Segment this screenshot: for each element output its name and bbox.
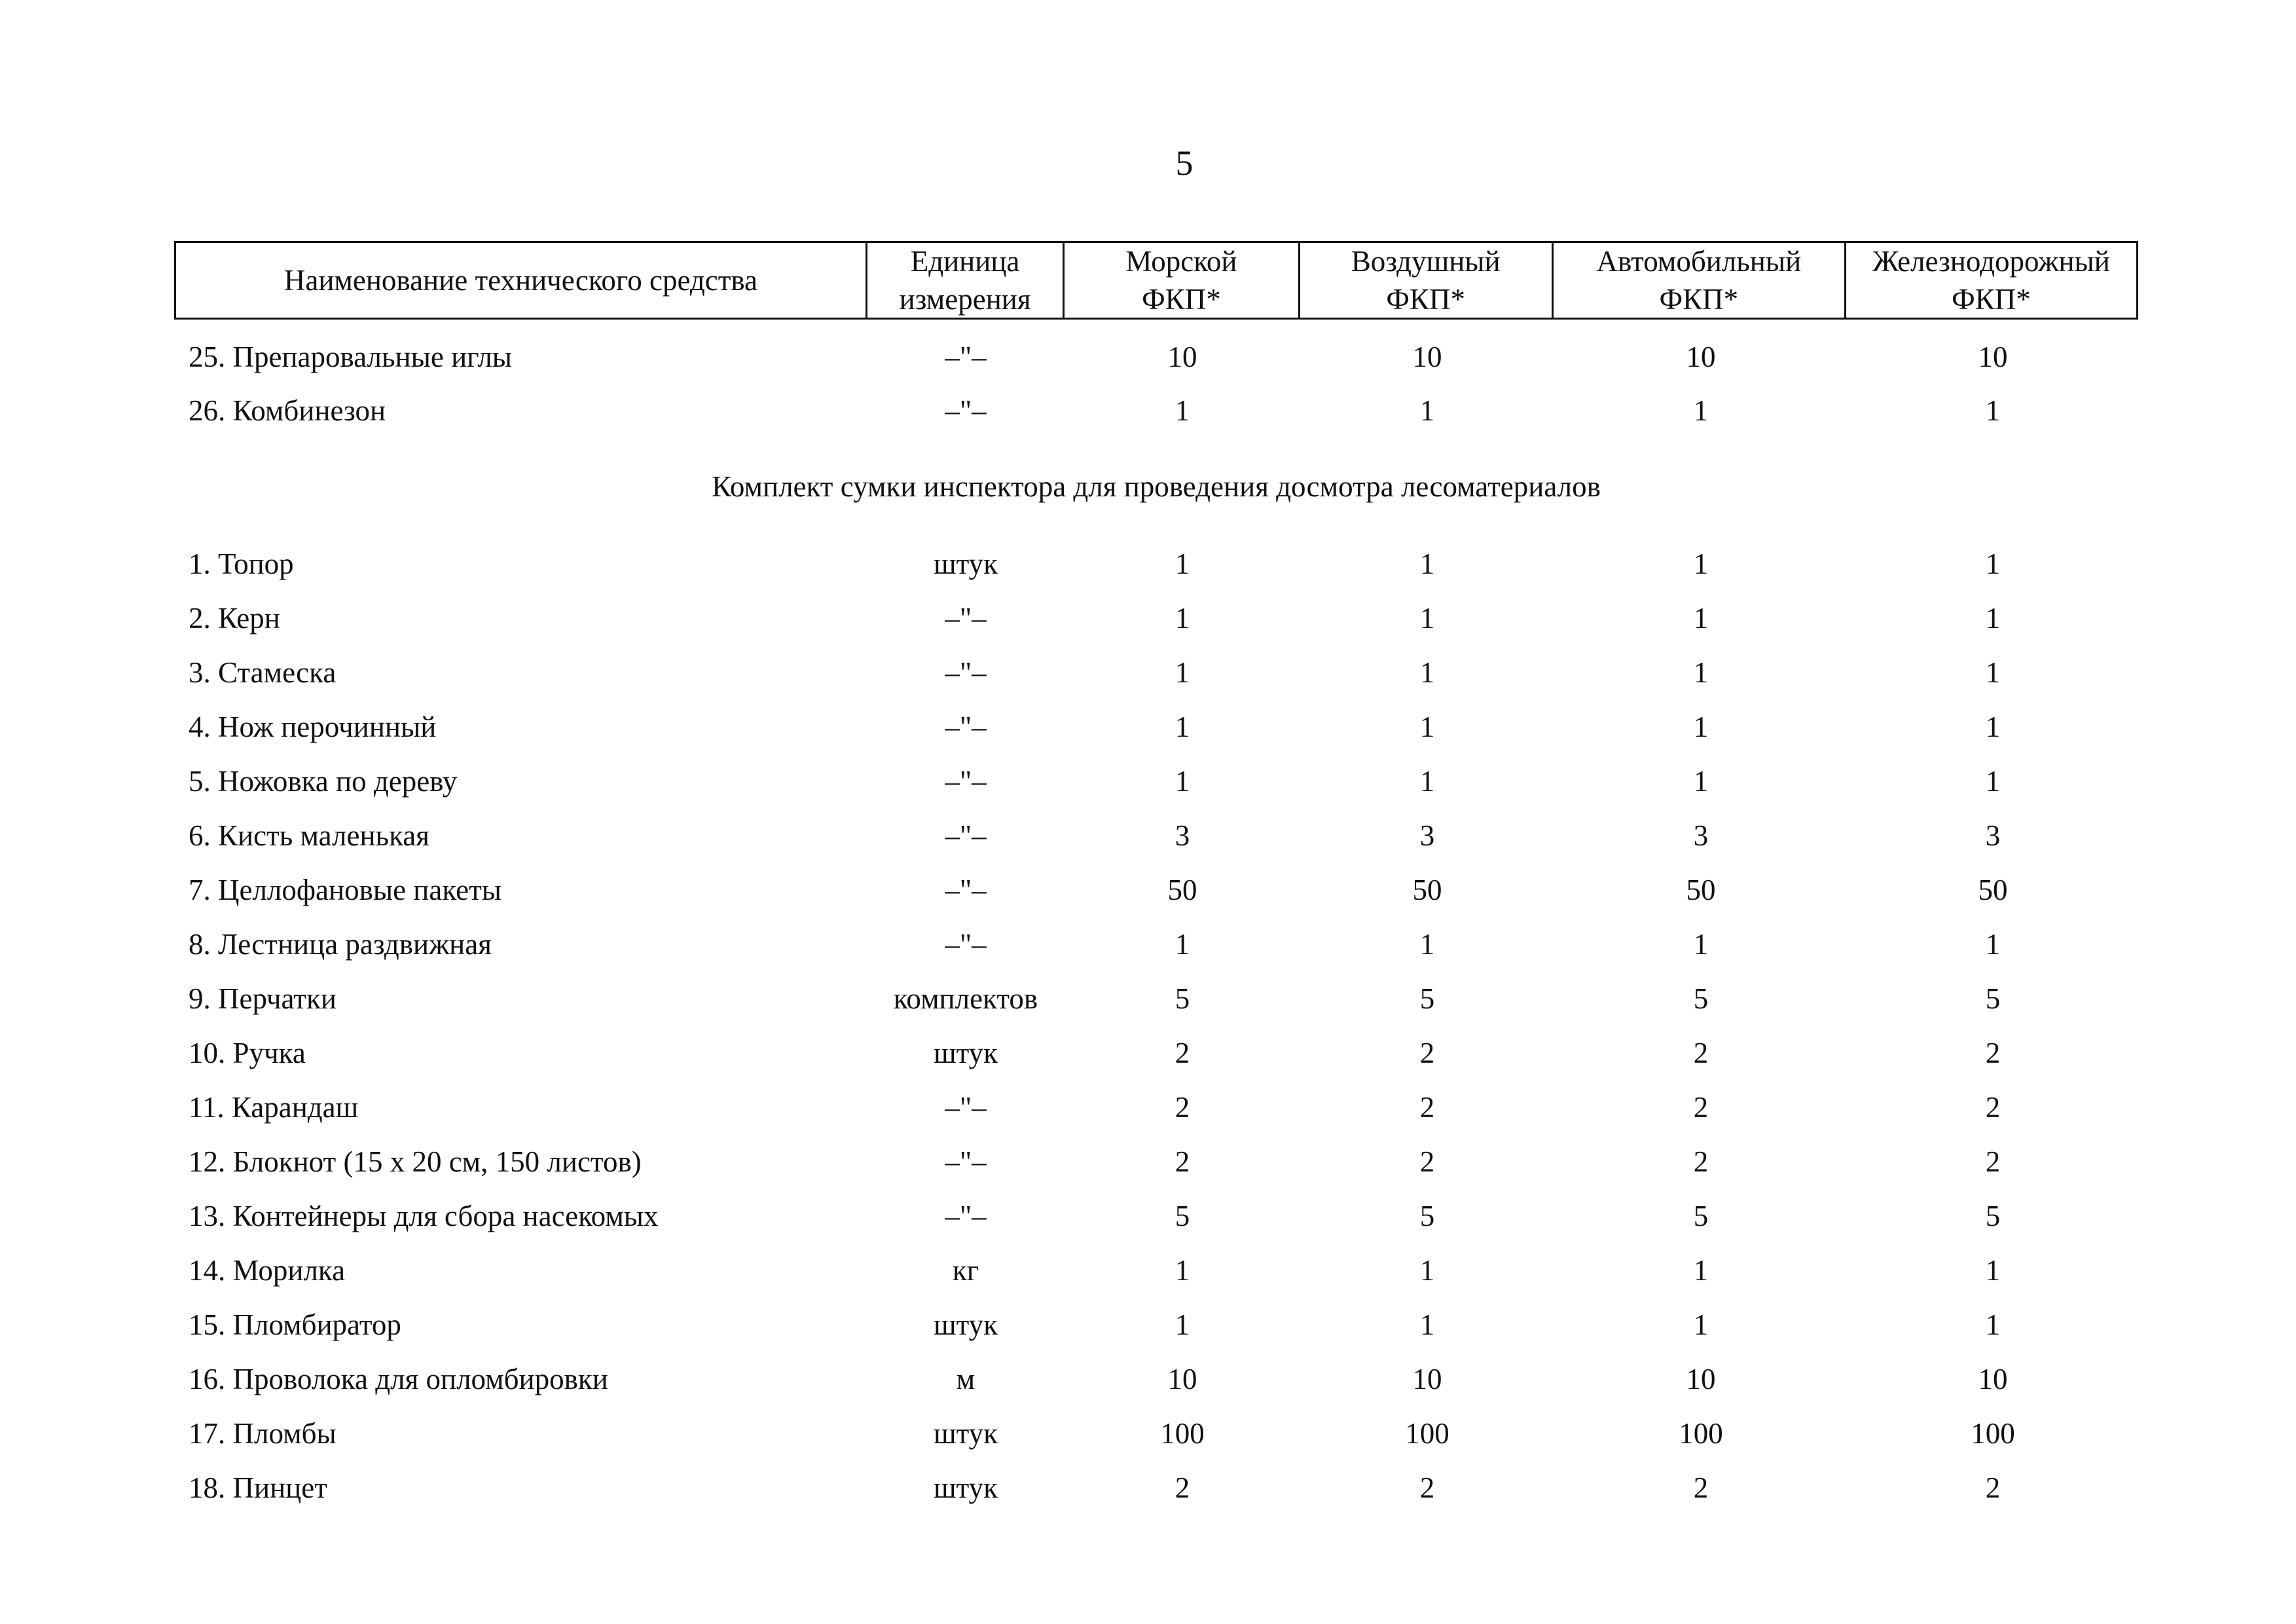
- table-row: [174, 758, 2138, 804]
- row-air-value: 100: [1405, 1417, 1449, 1450]
- row-name: 8. Лестница раздвижная: [189, 928, 492, 961]
- row-rail-value: 2: [1985, 1145, 2001, 1178]
- row-air-value: 1: [1419, 602, 1435, 635]
- row-sea-value: 1: [1175, 394, 1190, 427]
- header-sea-line-1: Морской: [1125, 245, 1237, 278]
- row-sea-value: 2: [1175, 1037, 1190, 1069]
- row-rail-value: 3: [1985, 819, 2001, 852]
- row-name: 3. Стамеска: [189, 656, 337, 689]
- row-rail-value: 1: [1985, 710, 2001, 743]
- row-name: 9. Перчатки: [189, 982, 337, 1015]
- row-unit: –"–: [945, 341, 987, 373]
- row-sea-value: 100: [1160, 1417, 1205, 1450]
- row-name: 1. Топор: [189, 547, 294, 580]
- row-auto-value: 1: [1693, 1308, 1709, 1341]
- row-name: 11. Карандаш: [189, 1091, 359, 1124]
- row-unit: –"–: [945, 1091, 987, 1124]
- header-air-label: [1351, 242, 1501, 318]
- row-air-value: 2: [1419, 1145, 1435, 1178]
- row-sea-value: 10: [1167, 1363, 1197, 1395]
- row-unit: –"–: [945, 394, 987, 427]
- row-rail-value: 5: [1985, 982, 2001, 1015]
- row-unit: штук: [933, 1471, 998, 1504]
- row-name: 7. Целлофановые пакеты: [189, 874, 501, 906]
- row-sea-value: 5: [1175, 1200, 1190, 1232]
- row-name: 12. Блокнот (15 х 20 см, 150 листов): [189, 1145, 642, 1178]
- row-rail-value: 1: [1985, 394, 2001, 427]
- table-row: [174, 813, 2138, 858]
- row-unit: –"–: [945, 1145, 987, 1178]
- table-row: [174, 1247, 2138, 1293]
- table-row: [174, 1411, 2138, 1456]
- row-air-value: 1: [1419, 656, 1435, 689]
- row-name: 14. Морилка: [189, 1254, 346, 1287]
- table-row: [174, 334, 2138, 380]
- row-auto-value: 1: [1693, 765, 1709, 798]
- row-air-value: 1: [1419, 1254, 1435, 1287]
- row-unit: –"–: [945, 819, 987, 852]
- row-auto-value: 2: [1693, 1471, 1709, 1504]
- table-row: [174, 1302, 2138, 1348]
- row-unit: штук: [933, 1308, 998, 1341]
- table-row: [174, 650, 2138, 695]
- table-row: [174, 867, 2138, 913]
- row-air-value: 50: [1412, 874, 1442, 906]
- header-sea-line-2: ФКП*: [1142, 283, 1221, 316]
- row-name: 26. Комбинезон: [189, 394, 386, 427]
- row-auto-value: 2: [1693, 1091, 1709, 1124]
- header-unit-line-1: Единица: [910, 245, 1020, 278]
- header-rail-cell: [1846, 243, 2136, 318]
- row-name: 16. Проволока для опломбировки: [189, 1363, 608, 1395]
- table-row: [174, 1139, 2138, 1185]
- table-row: [174, 1465, 2138, 1511]
- row-rail-value: 1: [1985, 765, 2001, 798]
- row-rail-value: 1: [1985, 602, 2001, 635]
- header-sea-cell: [1065, 243, 1300, 318]
- row-name: 10. Ручка: [189, 1037, 306, 1069]
- row-air-value: 1: [1419, 928, 1435, 961]
- table-row: [174, 704, 2138, 750]
- row-sea-value: 1: [1175, 928, 1190, 961]
- row-unit: кг: [952, 1254, 979, 1287]
- row-unit: м: [956, 1363, 975, 1395]
- header-rail-line-1: Железнодорожный: [1872, 245, 2110, 278]
- row-air-value: 2: [1419, 1471, 1435, 1504]
- row-air-value: 1: [1419, 710, 1435, 743]
- row-name: 2. Керн: [189, 602, 280, 635]
- row-unit: –"–: [945, 928, 987, 961]
- row-name: 5. Ножовка по дереву: [189, 765, 458, 798]
- row-name: 18. Пинцет: [189, 1471, 327, 1504]
- page-number: 5: [1175, 143, 1194, 183]
- table-row: [174, 1084, 2138, 1130]
- row-rail-value: 100: [1971, 1417, 2015, 1450]
- row-rail-value: 1: [1985, 1254, 2001, 1287]
- row-sea-value: 50: [1167, 874, 1197, 906]
- row-rail-value: 2: [1985, 1091, 2001, 1124]
- row-auto-value: 50: [1686, 874, 1716, 906]
- row-air-value: 5: [1419, 1200, 1435, 1232]
- header-auto-line-2: ФКП*: [1659, 283, 1739, 316]
- header-air-line-2: ФКП*: [1386, 283, 1465, 316]
- row-auto-value: 1: [1693, 394, 1709, 427]
- row-rail-value: 2: [1985, 1037, 2001, 1069]
- row-name: 15. Пломбиратор: [189, 1308, 401, 1341]
- row-unit: –"–: [945, 1200, 987, 1232]
- header-rail-line-2: ФКП*: [1952, 283, 2031, 316]
- row-sea-value: 1: [1175, 710, 1190, 743]
- table-row: [174, 1193, 2138, 1239]
- row-name: 25. Препаровальные иглы: [189, 341, 513, 373]
- row-air-value: 1: [1419, 765, 1435, 798]
- row-sea-value: 1: [1175, 765, 1190, 798]
- row-auto-value: 1: [1693, 656, 1709, 689]
- header-unit-label: [900, 242, 1031, 318]
- row-unit: –"–: [945, 656, 987, 689]
- row-air-value: 2: [1419, 1037, 1435, 1069]
- row-sea-value: 3: [1175, 819, 1190, 852]
- row-sea-value: 1: [1175, 547, 1190, 580]
- row-auto-value: 1: [1693, 710, 1709, 743]
- row-name: 6. Кисть маленькая: [189, 819, 429, 852]
- row-rail-value: 2: [1985, 1471, 2001, 1504]
- row-sea-value: 1: [1175, 656, 1190, 689]
- row-auto-value: 5: [1693, 982, 1709, 1015]
- row-air-value: 3: [1419, 819, 1435, 852]
- row-rail-value: 1: [1985, 547, 2001, 580]
- row-sea-value: 2: [1175, 1091, 1190, 1124]
- row-auto-value: 100: [1679, 1417, 1723, 1450]
- table-row: [174, 921, 2138, 967]
- row-rail-value: 10: [1978, 1363, 2008, 1395]
- table-row: [174, 976, 2138, 1022]
- header-name-label: Наименование технического средства: [283, 264, 758, 297]
- row-rail-value: 10: [1978, 341, 2008, 373]
- row-air-value: 1: [1419, 394, 1435, 427]
- row-sea-value: 1: [1175, 1308, 1190, 1341]
- header-name-cell: [176, 243, 867, 318]
- row-unit: –"–: [945, 710, 987, 743]
- section-title: Комплект сумки инспектора для проведения досмотра лесоматериалов: [712, 470, 1601, 503]
- row-sea-value: 2: [1175, 1471, 1190, 1504]
- row-auto-value: 1: [1693, 928, 1709, 961]
- row-rail-value: 1: [1985, 1308, 2001, 1341]
- row-auto-value: 1: [1693, 1254, 1709, 1287]
- row-air-value: 10: [1412, 341, 1442, 373]
- row-auto-value: 3: [1693, 819, 1709, 852]
- table-row: [174, 388, 2138, 434]
- header-air-cell: [1300, 243, 1554, 318]
- header-air-line-1: Воздушный: [1351, 245, 1501, 278]
- header-unit-line-2: измерения: [899, 283, 1031, 316]
- row-name: 13. Контейнеры для сбора насекомых: [189, 1200, 659, 1232]
- table-row: [174, 541, 2138, 587]
- row-rail-value: 1: [1985, 928, 2001, 961]
- header-rail-label: [1872, 242, 2110, 318]
- row-auto-value: 10: [1686, 341, 1716, 373]
- header-auto-label: [1597, 242, 1802, 318]
- row-sea-value: 10: [1167, 341, 1197, 373]
- row-rail-value: 50: [1978, 874, 2008, 906]
- table-row: [174, 595, 2138, 641]
- row-auto-value: 2: [1693, 1145, 1709, 1178]
- table-row: [174, 1030, 2138, 1076]
- row-auto-value: 2: [1693, 1037, 1709, 1069]
- row-unit: штук: [933, 1037, 998, 1069]
- row-unit: штук: [933, 547, 998, 580]
- row-auto-value: 1: [1693, 547, 1709, 580]
- row-sea-value: 1: [1175, 602, 1190, 635]
- header-sea-label: [1125, 242, 1237, 318]
- header-unit-cell: [867, 243, 1065, 318]
- row-unit: штук: [933, 1417, 998, 1450]
- row-sea-value: 2: [1175, 1145, 1190, 1178]
- header-auto-line-1: Автомобильный: [1596, 245, 1802, 278]
- row-name: 17. Пломбы: [189, 1417, 337, 1450]
- row-rail-value: 5: [1985, 1200, 2001, 1232]
- row-unit: –"–: [945, 874, 987, 906]
- row-auto-value: 10: [1686, 1363, 1716, 1395]
- row-air-value: 2: [1419, 1091, 1435, 1124]
- row-auto-value: 1: [1693, 602, 1709, 635]
- row-name: 4. Нож перочинный: [189, 710, 437, 743]
- row-air-value: 10: [1412, 1363, 1442, 1395]
- row-air-value: 5: [1419, 982, 1435, 1015]
- header-auto-cell: [1554, 243, 1846, 318]
- row-unit: комплектов: [893, 982, 1038, 1015]
- row-air-value: 1: [1419, 1308, 1435, 1341]
- table-row: [174, 1356, 2138, 1402]
- row-sea-value: 5: [1175, 982, 1190, 1015]
- row-rail-value: 1: [1985, 656, 2001, 689]
- row-auto-value: 5: [1693, 1200, 1709, 1232]
- row-air-value: 1: [1419, 547, 1435, 580]
- table-header: [174, 241, 2138, 320]
- row-unit: –"–: [945, 602, 987, 635]
- row-unit: –"–: [945, 765, 987, 798]
- row-sea-value: 1: [1175, 1254, 1190, 1287]
